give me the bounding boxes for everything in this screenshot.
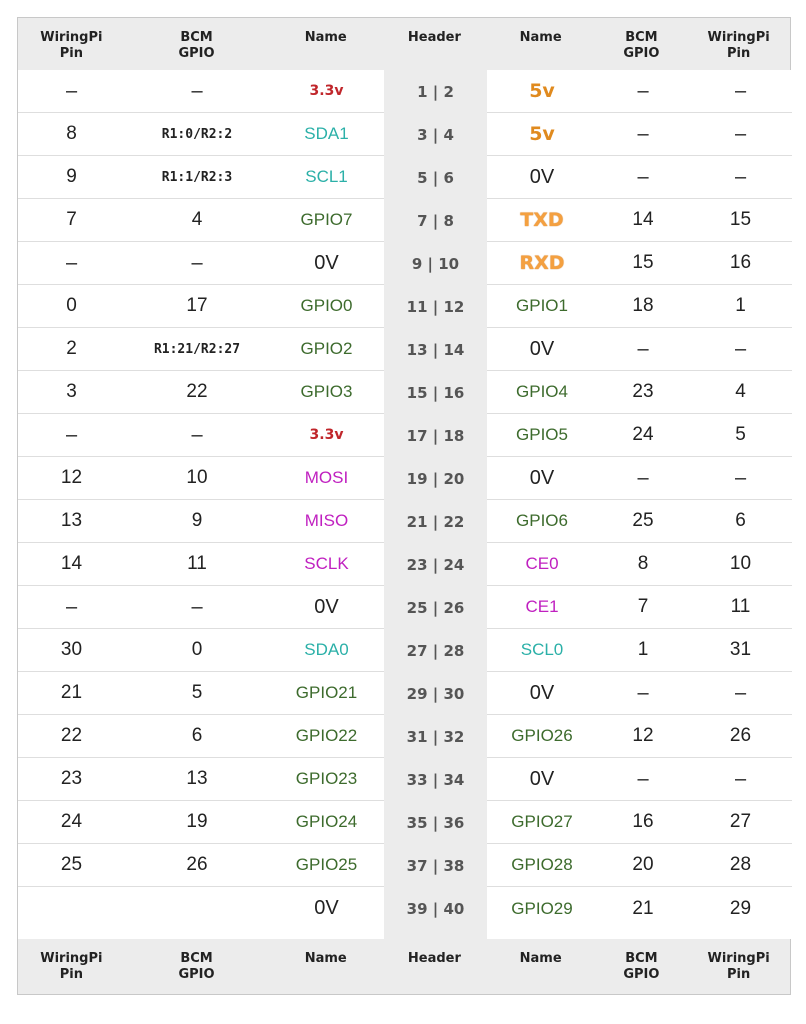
pin-name-left: GPIO0	[300, 296, 353, 315]
wiringpi-pin-right: 6	[735, 510, 746, 531]
header-pin-pair: 35 | 36	[406, 813, 465, 832]
header-pin-pair: 27 | 28	[406, 641, 465, 660]
wiringpi-pin-left: 8	[66, 123, 77, 144]
pin-name-left: GPIO25	[295, 855, 358, 874]
wiringpi-pin-right: 28	[729, 854, 752, 875]
pin-name-left: 0V	[314, 897, 339, 919]
table-row	[18, 242, 384, 285]
header-pin-pair: 21 | 22	[406, 512, 465, 531]
bcm-gpio-left: 0	[191, 639, 203, 660]
bcm-gpio-left: R1:1/R2:3	[161, 169, 233, 185]
pin-name-right: SCL0	[520, 640, 564, 659]
table-row	[487, 156, 792, 199]
bcm-gpio-left: 17	[186, 295, 208, 316]
table-row	[487, 242, 792, 285]
pin-name-right: CE1	[525, 597, 559, 616]
table-row	[487, 758, 792, 801]
col-header: Header	[407, 30, 461, 45]
bcm-gpio-right: 25	[632, 510, 654, 531]
bcm-gpio-right: –	[637, 165, 649, 188]
col-bcm-left: BCM GPIO	[178, 30, 215, 61]
table-row	[18, 70, 384, 113]
wiringpi-pin-left: –	[65, 79, 78, 102]
pin-name-right: 0V	[529, 767, 555, 790]
header-pin-pair: 11 | 12	[406, 297, 465, 316]
bcm-gpio-left: 26	[186, 854, 208, 875]
col-name-left: Name	[304, 30, 347, 45]
left-pin-panel	[18, 70, 384, 939]
bcm-gpio-right: 8	[637, 553, 649, 574]
wiringpi-pin-left: –	[65, 595, 78, 618]
table-row	[487, 715, 792, 758]
header-pin-pair: 25 | 26	[406, 598, 465, 617]
pin-name-right: 0V	[529, 165, 555, 188]
wiringpi-pin-left: 22	[60, 725, 83, 746]
wiringpi-pin-left: –	[65, 423, 78, 446]
header-pin-pair: 37 | 38	[406, 856, 465, 875]
col-wiringpi-left: WiringPi Pin	[40, 30, 103, 61]
table-row	[18, 715, 384, 758]
bcm-gpio-left: 10	[186, 467, 208, 488]
wiringpi-pin-right: 4	[735, 381, 746, 402]
pin-name-right: GPIO27	[511, 812, 573, 831]
bcm-gpio-right: 15	[632, 252, 654, 273]
bcm-gpio-right: 14	[632, 209, 654, 230]
wiringpi-pin-left: 9	[66, 166, 77, 187]
table-row	[487, 328, 792, 371]
header-pin-pair: 29 | 30	[406, 684, 465, 703]
header-pin-pair: 13 | 14	[406, 340, 465, 359]
bcm-gpio-left: R1:0/R2:2	[161, 126, 233, 142]
table-row	[487, 113, 792, 156]
wiringpi-pin-right: –	[734, 466, 747, 489]
right-pin-panel	[487, 70, 792, 939]
table-footer-row	[18, 939, 790, 989]
col-header-footer: Header	[407, 951, 461, 966]
bcm-gpio-right: –	[637, 79, 649, 102]
bcm-gpio-right: –	[637, 466, 649, 489]
wiringpi-pin-right: 16	[729, 252, 752, 273]
pin-name-right: 0V	[529, 466, 555, 489]
bcm-gpio-left: 13	[186, 768, 208, 789]
pin-name-left: 3.3v	[309, 83, 344, 99]
col-name-left-footer: Name	[304, 951, 347, 966]
wiringpi-pin-left: 30	[60, 639, 83, 660]
wiringpi-pin-left: 23	[60, 768, 83, 789]
pin-name-left: GPIO22	[295, 726, 358, 745]
header-pin-pair: 1 | 2	[417, 82, 454, 101]
header-pin-column	[384, 70, 487, 939]
wiringpi-pin-right: 11	[730, 596, 751, 617]
pin-name-left: SCL1	[305, 167, 348, 186]
header-pin-pair: 23 | 24	[406, 555, 465, 574]
table-row	[18, 887, 384, 930]
bcm-gpio-left: 22	[186, 381, 208, 402]
pin-name-right: GPIO28	[511, 855, 573, 874]
table-row	[18, 328, 384, 371]
table-row	[18, 844, 384, 887]
pin-name-right: 0V	[529, 681, 555, 704]
bcm-gpio-right: 24	[632, 424, 654, 445]
bcm-gpio-right: 16	[632, 811, 654, 832]
wiringpi-pin-left: 13	[60, 510, 83, 531]
wiringpi-pin-right: 10	[729, 553, 752, 574]
pin-name-right: GPIO26	[511, 726, 573, 745]
table-row	[18, 543, 384, 586]
wiringpi-pin-right: –	[734, 767, 747, 790]
bcm-gpio-right: 21	[632, 897, 654, 919]
table-row	[487, 801, 792, 844]
pin-name-left: MOSI	[304, 468, 349, 487]
pin-name-left: 0V	[314, 595, 339, 618]
wiringpi-pin-left: 14	[60, 553, 83, 574]
bcm-gpio-left: 9	[191, 510, 203, 531]
wiringpi-pin-right: –	[734, 122, 747, 145]
bcm-gpio-left: 6	[191, 725, 203, 746]
header-pin-pair: 17 | 18	[406, 426, 465, 445]
wiringpi-pin-left: 2	[66, 338, 77, 359]
table-row	[18, 457, 384, 500]
wiringpi-pin-left: 12	[60, 467, 83, 488]
bcm-gpio-left: 19	[186, 811, 208, 832]
pin-name-left: GPIO21	[295, 683, 358, 702]
wiringpi-pin-right: –	[734, 337, 747, 360]
table-row	[487, 543, 792, 586]
table-row	[487, 457, 792, 500]
wiringpi-pin-left: 24	[60, 811, 83, 832]
col-name-right: Name	[519, 30, 562, 45]
pin-name-right: GPIO5	[516, 425, 568, 444]
pin-name-left: GPIO24	[295, 812, 358, 831]
bcm-gpio-left: –	[191, 423, 203, 446]
table-row	[18, 156, 384, 199]
bcm-gpio-right: 12	[632, 725, 654, 746]
wiringpi-pin-left: 7	[66, 209, 77, 230]
table-row	[487, 371, 792, 414]
pin-name-right: 0V	[529, 337, 555, 360]
table-row	[487, 629, 792, 672]
wiringpi-pin-right: 27	[729, 811, 752, 832]
wiringpi-pin-right: 31	[729, 639, 752, 660]
wiringpi-pin-right: 26	[729, 725, 752, 746]
pin-name-left: GPIO3	[300, 382, 353, 401]
table-row	[18, 414, 384, 457]
pin-name-right: GPIO29	[511, 898, 573, 918]
col-wiringpi-right: WiringPi Pin	[707, 30, 770, 61]
col-bcm-left-footer: BCM GPIO	[178, 951, 215, 982]
pin-name-left: GPIO2	[300, 339, 353, 358]
header-pin-pair: 33 | 34	[406, 770, 465, 789]
pin-name-left: SDA0	[304, 640, 349, 659]
table-body	[18, 70, 790, 939]
pin-name-right: GPIO1	[516, 296, 568, 315]
pin-name-left: SDA1	[304, 124, 349, 143]
wiringpi-pin-left: 3	[66, 381, 77, 402]
pin-name-left: MISO	[304, 511, 349, 530]
bcm-gpio-right: 20	[632, 854, 654, 875]
table-row	[487, 414, 792, 457]
table-row	[18, 285, 384, 328]
bcm-gpio-left: R1:21/R2:27	[153, 341, 241, 357]
bcm-gpio-left: –	[191, 79, 203, 102]
table-row	[487, 887, 792, 930]
pin-name-right: RXD	[519, 252, 565, 274]
table-row	[487, 672, 792, 715]
pin-name-right: TXD	[520, 209, 564, 231]
pin-name-right: GPIO4	[516, 382, 568, 401]
wiringpi-pin-left: 0	[66, 295, 77, 316]
col-bcm-right: BCM GPIO	[623, 30, 660, 61]
pin-name-left: 0V	[314, 251, 339, 274]
header-pin-pair: 5 | 6	[417, 168, 454, 187]
table-row	[487, 500, 792, 543]
pin-name-left: GPIO23	[295, 769, 358, 788]
pin-name-left: SCLK	[304, 554, 349, 573]
table-row	[18, 500, 384, 543]
wiringpi-pin-right: 15	[729, 209, 752, 230]
table-row	[18, 672, 384, 715]
pin-name-left: GPIO7	[300, 210, 353, 229]
bcm-gpio-right: 23	[632, 381, 654, 402]
bcm-gpio-left: –	[191, 595, 203, 618]
header-pin-pair: 3 | 4	[417, 125, 454, 144]
wiringpi-pin-left: 25	[60, 854, 83, 875]
col-name-right-footer: Name	[519, 951, 562, 966]
table-row	[487, 844, 792, 887]
table-row	[18, 758, 384, 801]
pin-name-right: GPIO6	[516, 511, 568, 530]
table-header-row	[18, 18, 790, 70]
bcm-gpio-right: –	[637, 337, 649, 360]
bcm-gpio-left: 5	[191, 682, 203, 703]
table-row	[487, 285, 792, 328]
col-wiringpi-right-footer: WiringPi Pin	[707, 951, 770, 982]
header-pin-pair: 31 | 32	[406, 727, 465, 746]
header-pin-pair: 39 | 40	[406, 899, 465, 918]
wiringpi-pin-right: –	[734, 681, 747, 704]
bcm-gpio-left: 4	[191, 209, 203, 230]
bcm-gpio-right: –	[637, 122, 649, 145]
bcm-gpio-left: 11	[187, 553, 207, 574]
table-row	[18, 371, 384, 414]
wiringpi-pin-right: 1	[735, 295, 746, 316]
pin-name-right: 5v	[529, 123, 555, 145]
bcm-gpio-right: –	[637, 767, 649, 790]
wiringpi-pin-left: 21	[60, 682, 83, 703]
table-row	[18, 586, 384, 629]
header-pin-pair: 19 | 20	[406, 469, 465, 488]
header-pin-pair: 15 | 16	[406, 383, 465, 402]
header-pin-pair: 7 | 8	[417, 211, 454, 230]
bcm-gpio-left: –	[191, 251, 203, 274]
table-row	[487, 70, 792, 113]
table-row	[18, 199, 384, 242]
bcm-gpio-right: –	[637, 681, 649, 704]
wiringpi-pin-right: –	[734, 79, 747, 102]
wiringpi-pin-right: –	[734, 165, 747, 188]
pin-name-right: CE0	[525, 554, 559, 573]
wiringpi-pin-right: 5	[735, 424, 746, 445]
table-row	[18, 801, 384, 844]
bcm-gpio-right: 18	[632, 295, 654, 316]
table-row	[18, 629, 384, 672]
pin-name-left: 3.3v	[309, 427, 344, 443]
wiringpi-pin-left: –	[65, 251, 78, 274]
table-row	[487, 586, 792, 629]
pin-name-right: 5v	[529, 80, 555, 102]
pinout-table	[17, 17, 791, 995]
col-wiringpi-left-footer: WiringPi Pin	[40, 951, 103, 982]
table-row	[18, 113, 384, 156]
bcm-gpio-right: 1	[637, 639, 649, 660]
header-pin-pair: 9 | 10	[411, 254, 460, 273]
col-bcm-right-footer: BCM GPIO	[623, 951, 660, 982]
wiringpi-pin-right: 29	[729, 897, 752, 919]
bcm-gpio-right: 7	[637, 596, 649, 617]
table-row	[487, 199, 792, 242]
